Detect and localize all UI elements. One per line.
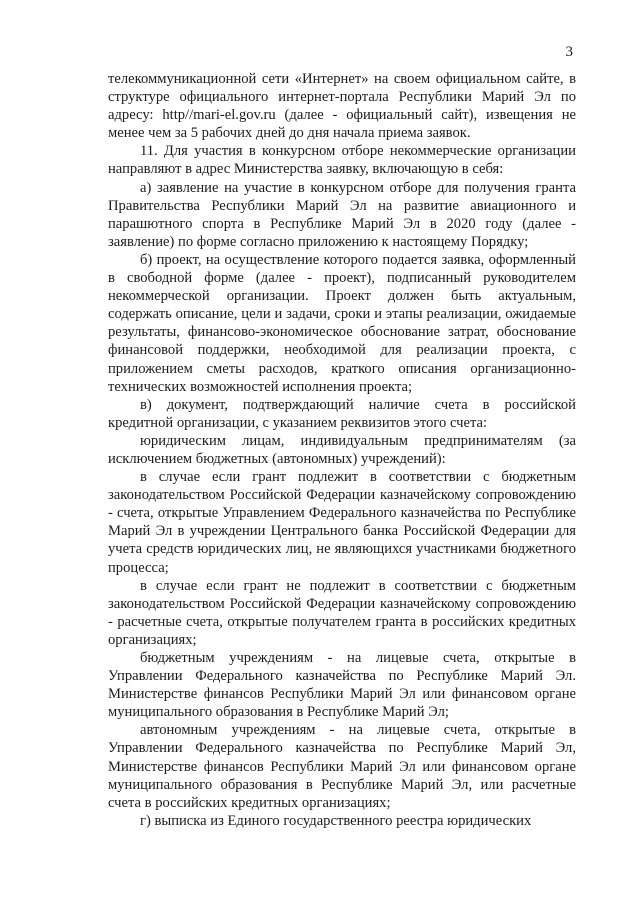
paragraph-treasury-support: в случае если грант подлежит в соответствии с бюджетным законодательством Российской Федерации казначейскому сопровождению - счета, открытые Управлением Федерального казначейства по Республике Марий Эл в учреждении Центрального банка Российской Федерации для учета средств юридических лиц, не являющихся участниками бюджетного процесса; <box>108 469 576 576</box>
paragraph-budget-institutions: бюджетным учреждениям - на лицевые счета, открытые в Управлении Федерального казначейства по Республике Марий Эл. Министерстве финансов Республики Марий Эл или финансовом органе муниципального образования в Республике Марий Эл; <box>108 650 576 721</box>
paragraph-legal-entities: юридическим лицам, индивидуальным предпринимателям (за исключением бюджетных (автономных) учреждений): <box>108 432 576 467</box>
paragraph-autonomous-institutions: автономным учреждениям - на лицевые счета, открытые в Управлении Федерального казначейства по Республике Марий Эл, Министерстве финансов Республики Марий Эл или финансовом органе муниципального образования в Республике Марий Эл, или расчетные счета в российских кредитных организациях; <box>108 722 576 811</box>
paragraph-continuation: телекоммуникационной сети «Интернет» на своем официальном сайте, в структуре официального интернет-портала Республики Марий Эл по адресу: http//mari-el.gov.ru (далее - официальный сайт), извещения не менее чем за 5 рабочих дней до дня начала приема заявок. <box>108 71 576 142</box>
paragraph-item-v: в) документ, подтверждающий наличие счета в российской кредитной организации, с указанием реквизитов этого счета: <box>108 396 576 431</box>
paragraph-clause-11: 11. Для участия в конкурсном отборе некоммерческие организации направляют в адрес Министерства заявку, включающую в себя: <box>108 143 576 178</box>
document-body <box>108 70 576 830</box>
page-number: 3 <box>565 44 573 60</box>
paragraph-item-b: б) проект, на осуществление которого подается заявка, оформленный в свободной форме (далее - проект), подписанный руководителем некоммерческой организации. Проект должен быть актуальным, содержать описание, цели и задачи, сроки и этапы реализации, ожидаемые результаты, финансово-экономическое обоснование затрат, обоснование финансовой поддержки, необходимой для реализации проекта, с приложением сметы расходов, краткого описания организационно-технических возможностей исполнения проекта; <box>108 251 576 395</box>
paragraph-item-a: а) заявление на участие в конкурсном отборе для получения гранта Правительства Республики Марий Эл на развитие авиационного и парашютного спорта в Республике Марий Эл в 2020 году (далее - заявление) по форме согласно приложению к настоящему Порядку; <box>108 179 576 250</box>
paragraph-no-treasury-support: в случае если грант не подлежит в соответствии с бюджетным законодательством Российской Федерации казначейскому сопровождению - расчетные счета, открытые получателем гранта в российских кредитных организациях; <box>108 577 576 648</box>
paragraph-item-g: г) выписка из Единого государственного реестра юридических <box>140 812 532 829</box>
